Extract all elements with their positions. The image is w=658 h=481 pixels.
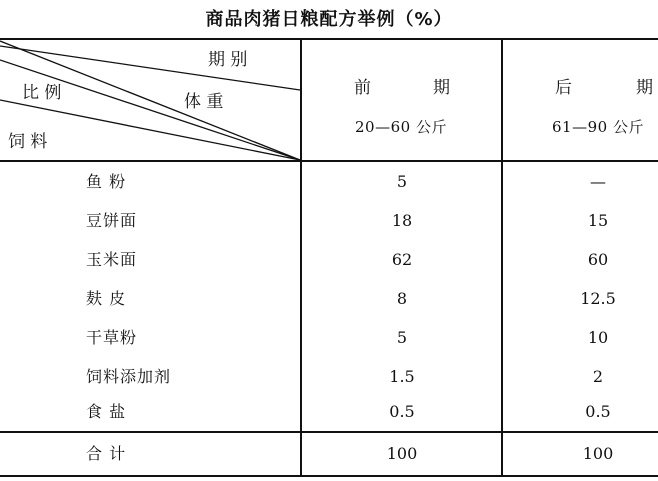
row-late-value: 12.5 bbox=[580, 289, 616, 308]
table-row bbox=[0, 279, 658, 318]
column-header-late bbox=[503, 73, 658, 137]
row-early-value: 5 bbox=[396, 328, 408, 347]
column-header-early bbox=[302, 73, 500, 137]
formula-table bbox=[0, 38, 658, 481]
row-late-value: 10 bbox=[587, 328, 609, 347]
table-row bbox=[0, 392, 658, 431]
row-feed-name: 豆饼面 bbox=[86, 211, 138, 230]
row-late-value: — bbox=[590, 172, 606, 191]
corner-label-period: 期 别 bbox=[208, 50, 248, 70]
table-title: 商品肉猪日粮配方举例（%） bbox=[205, 9, 453, 30]
corner-label-weight: 体 重 bbox=[184, 92, 224, 112]
total-label: 合 计 bbox=[86, 444, 127, 463]
row-late-value: 0.5 bbox=[585, 402, 611, 421]
row-late-value: 15 bbox=[587, 211, 609, 230]
table-row bbox=[0, 162, 658, 201]
column-header-early-right: 期 bbox=[433, 78, 450, 98]
total-top-rule bbox=[0, 431, 658, 433]
column-header-early-range: 20—60 公斤 bbox=[355, 118, 447, 136]
row-early-value: 5 bbox=[396, 172, 408, 191]
total-late-value: 100 bbox=[582, 444, 614, 463]
table-row bbox=[0, 240, 658, 279]
row-early-value: 18 bbox=[391, 211, 413, 230]
row-feed-name: 干草粉 bbox=[86, 328, 138, 347]
corner-label-feed: 饲 料 bbox=[8, 132, 48, 152]
row-feed-name: 鱼 粉 bbox=[86, 172, 127, 191]
column-header-early-left: 前 bbox=[354, 78, 371, 98]
column-header-late-range: 61—90 公斤 bbox=[552, 118, 644, 136]
row-early-value: 1.5 bbox=[389, 367, 415, 386]
column-header-late-left: 后 bbox=[555, 78, 572, 98]
table-row bbox=[0, 357, 658, 396]
row-feed-name: 饲料添加剂 bbox=[86, 367, 172, 386]
bottom-rule bbox=[0, 475, 658, 477]
table-row bbox=[0, 318, 658, 357]
row-early-value: 62 bbox=[391, 250, 413, 269]
row-feed-name: 玉米面 bbox=[86, 250, 138, 269]
table-row bbox=[0, 201, 658, 240]
corner-label-ratio: 比 例 bbox=[22, 83, 62, 103]
row-feed-name: 麸 皮 bbox=[86, 289, 127, 308]
total-early-value: 100 bbox=[386, 444, 418, 463]
row-early-value: 8 bbox=[396, 289, 408, 308]
row-feed-name: 食 盐 bbox=[86, 402, 127, 421]
total-row bbox=[0, 434, 658, 473]
row-late-value: 2 bbox=[592, 367, 604, 386]
row-late-value: 60 bbox=[587, 250, 609, 269]
row-early-value: 0.5 bbox=[389, 402, 415, 421]
column-header-late-right: 期 bbox=[636, 78, 653, 98]
